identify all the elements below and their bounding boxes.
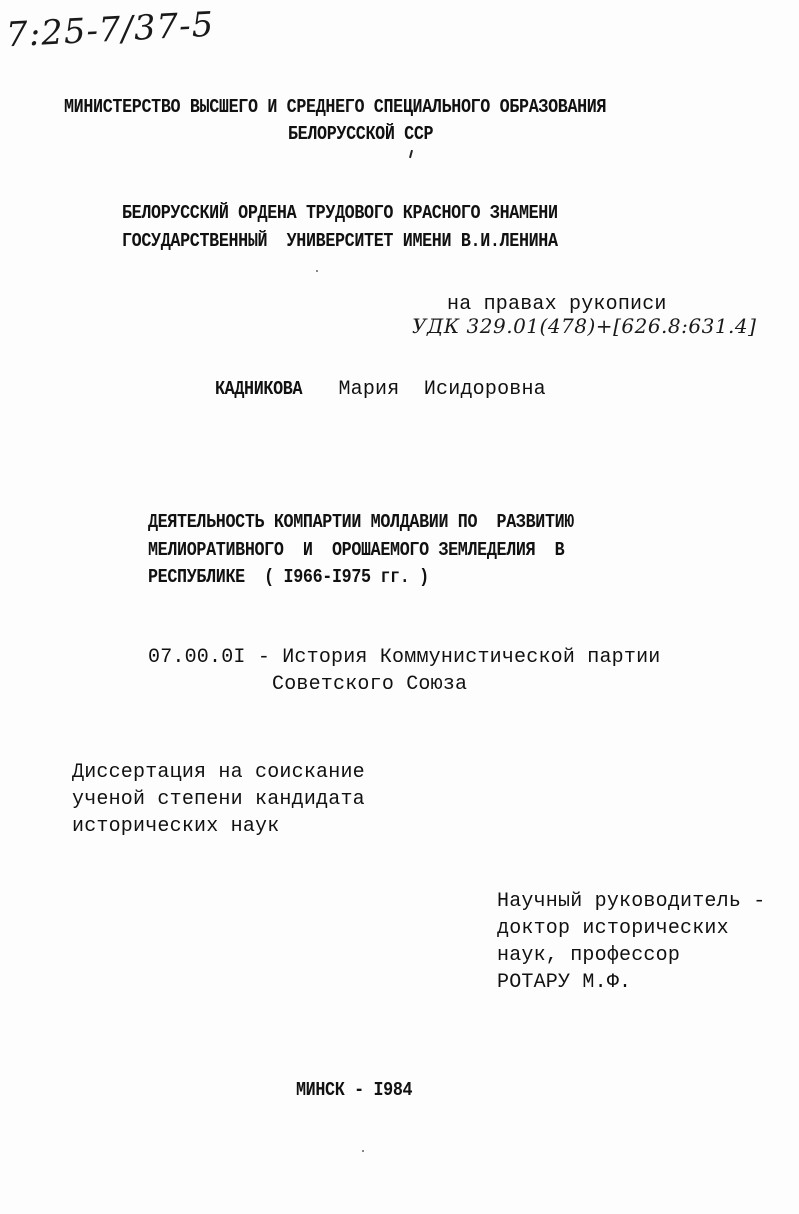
manuscript-note: на правах рукописи: [447, 293, 667, 316]
title-line-1: ДЕЯТЕЛЬНОСТЬ КОМПАРТИИ МОЛДАВИИ ПО РАЗВИТИЮ: [148, 511, 575, 533]
specialty-line-1: 07.00.0I - История Коммунистической партии: [148, 646, 661, 669]
ministry-line-1: МИНИСТЕРСТВО ВЫСШЕГО И СРЕДНЕГО СПЕЦИАЛЬНОГО ОБРАЗОВАНИЯ: [64, 96, 607, 118]
title-line-3: РЕСПУБЛИКЕ ( I966-I975 гг. ): [148, 566, 429, 588]
degree-line-2: ученой степени кандидата: [72, 788, 365, 811]
university-line-2: ГОСУДАРСТВЕННЫЙ УНИВЕРСИТЕТ ИМЕНИ В.И.ЛЕНИНА: [122, 230, 558, 252]
supervisor-line-3: наук, профессор: [497, 944, 681, 967]
degree-line-1: Диссертация на соискание: [72, 761, 365, 784]
supervisor-line-1: Научный руководитель -: [497, 890, 766, 913]
place-year: МИНСК - I984: [296, 1079, 413, 1101]
supervisor-line-4: РОТАРУ М.Ф.: [497, 971, 632, 994]
pen-tick: [409, 150, 413, 158]
handwritten-udc-code: УДК 329.01(478)+[626.8:631.4]: [412, 314, 757, 338]
author-surname: КАДНИКОВА: [215, 378, 303, 400]
handwritten-archive-code: 7:25-7/37-5: [5, 4, 216, 56]
title-line-2: МЕЛИОРАТИВНОГО И ОРОШАЕМОГО ЗЕМЛЕДЕЛИЯ В: [148, 539, 565, 561]
university-line-1: БЕЛОРУССКИЙ ОРДЕНА ТРУДОВОГО КРАСНОГО ЗНАМЕНИ: [122, 202, 558, 224]
degree-line-3: исторических наук: [72, 815, 280, 838]
supervisor-line-2: доктор исторических: [497, 917, 729, 940]
ministry-line-2: БЕЛОРУССКОЙ ССР: [288, 123, 434, 145]
scan-speck: [316, 270, 318, 272]
scan-speck: [362, 1150, 364, 1152]
specialty-line-2: Советского Союза: [272, 673, 468, 696]
author-first-name: Мария: [338, 378, 400, 401]
author-name: [215, 377, 546, 402]
author-patronymic: Исидоровна: [423, 378, 546, 401]
